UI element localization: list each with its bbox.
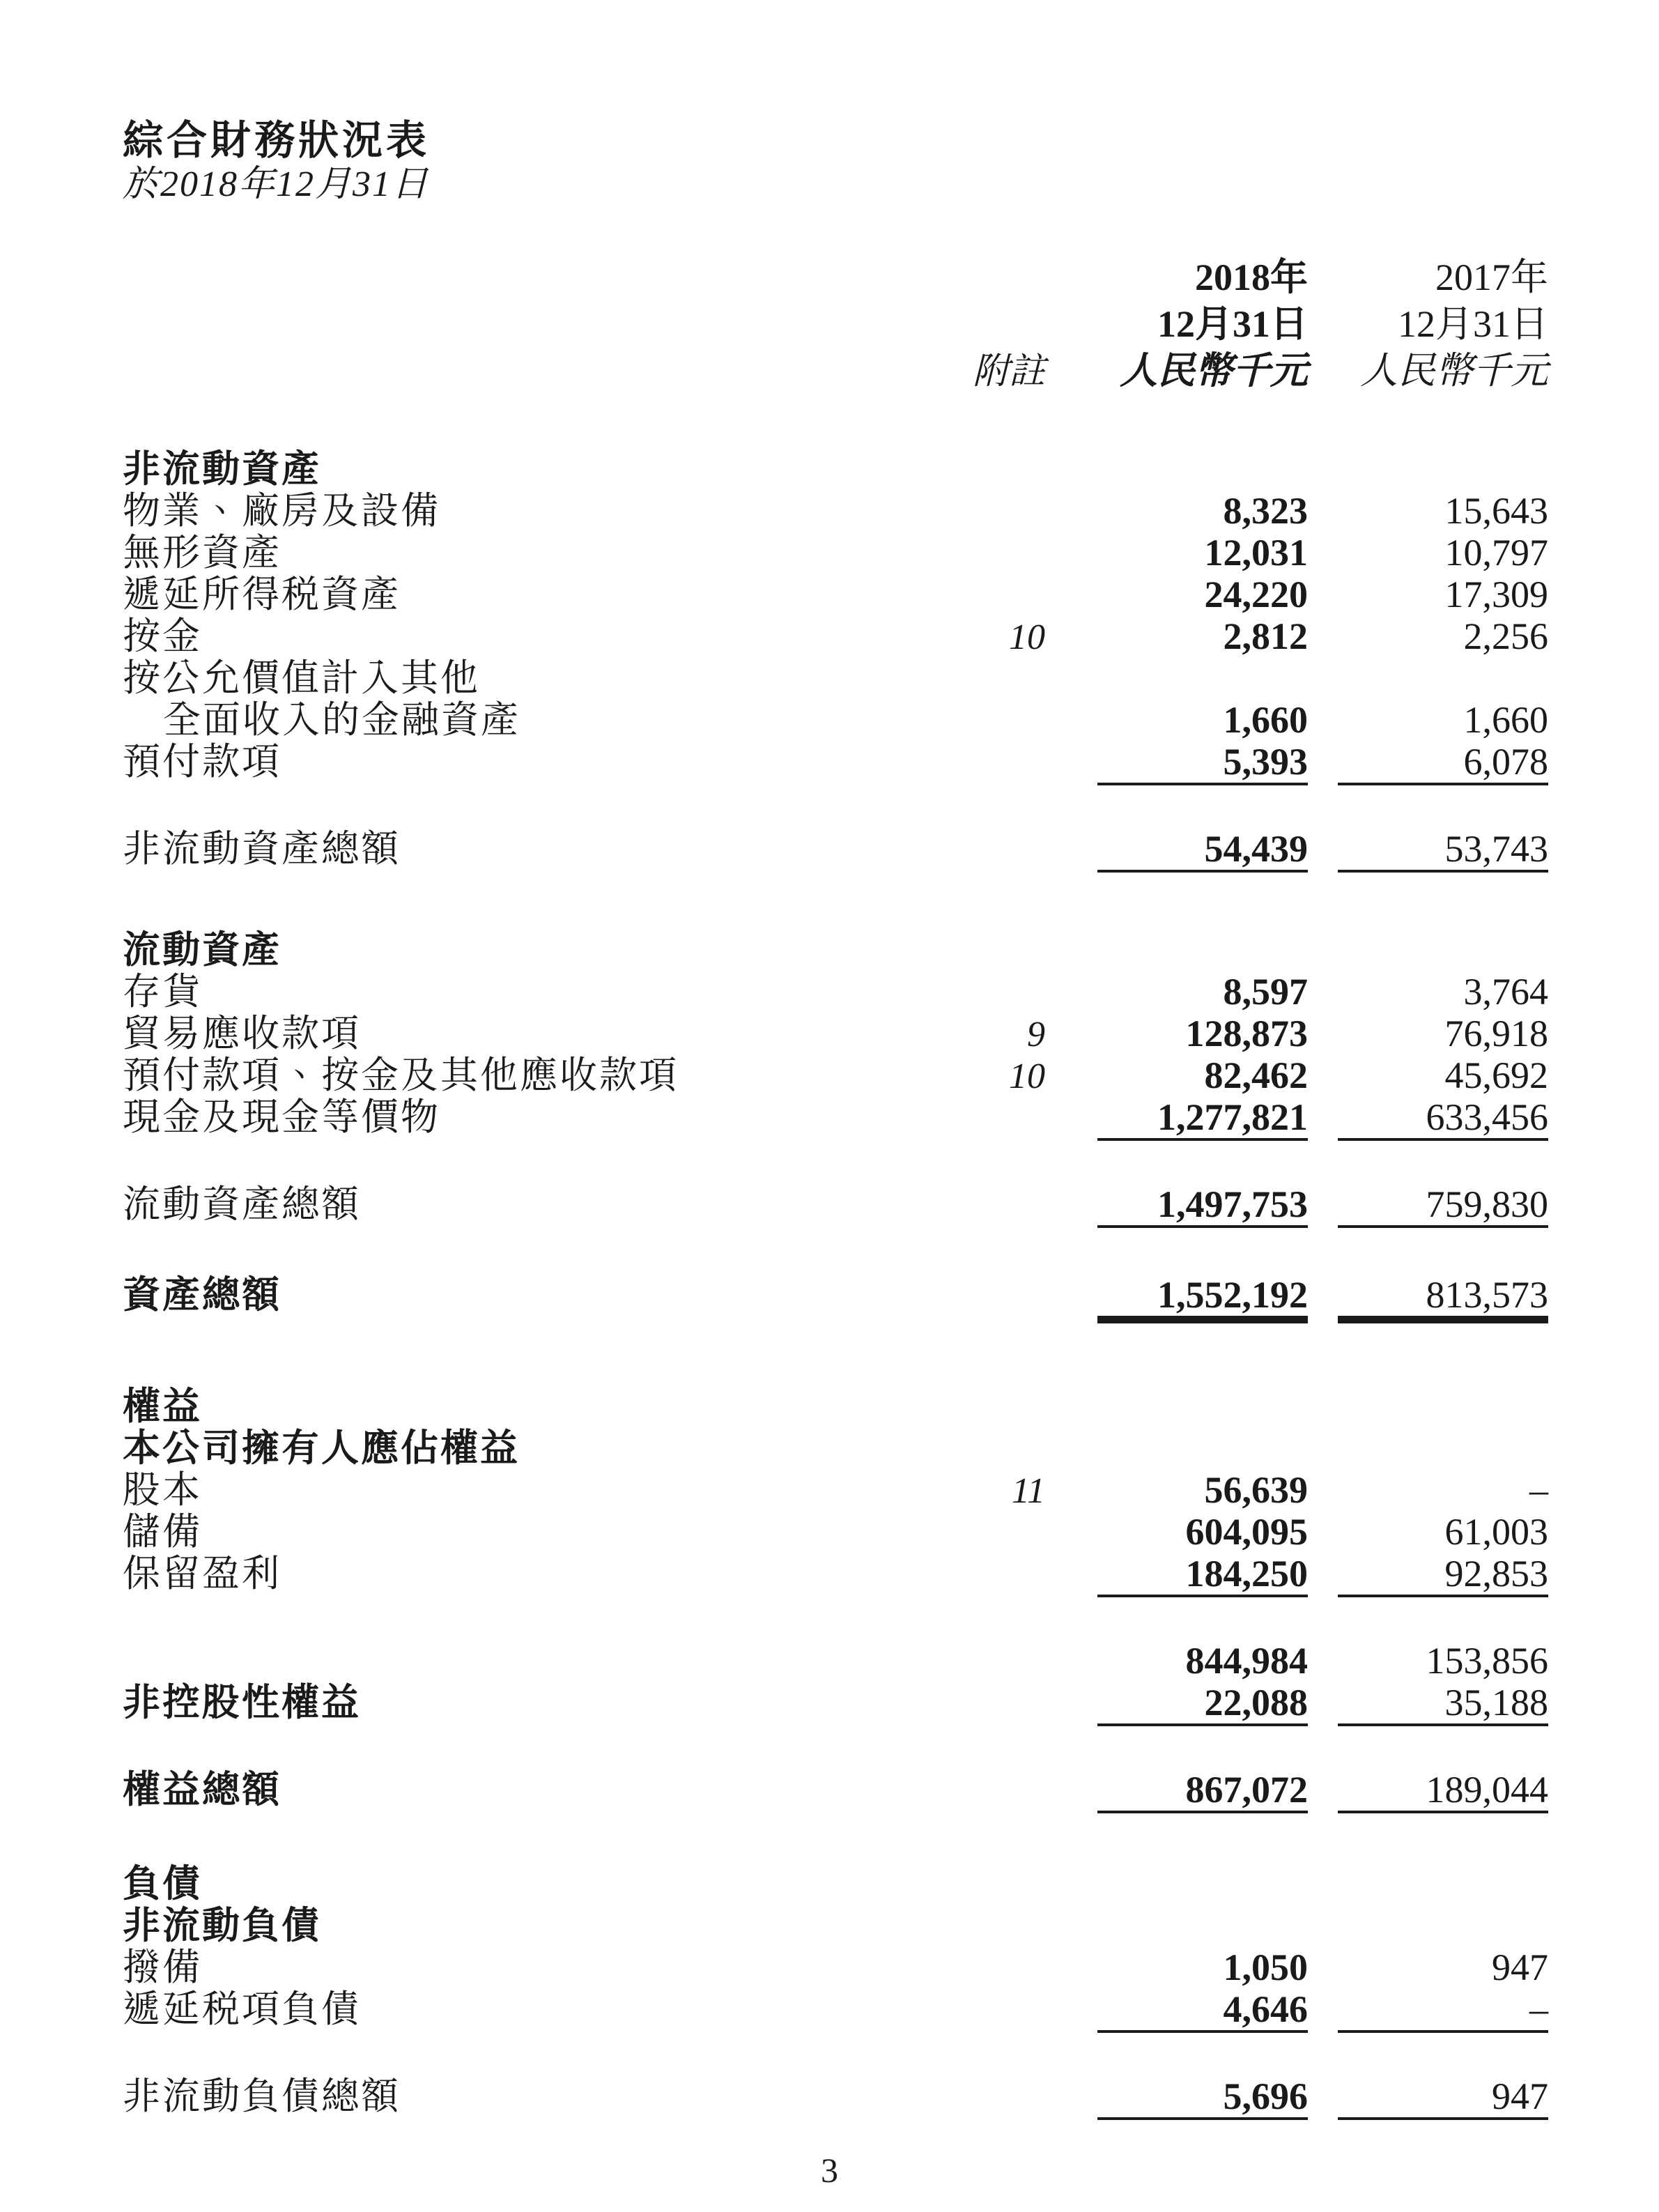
row-label: 非流動負債總額 — [123, 2075, 401, 2117]
row-value-2017: 6,078 — [1338, 741, 1548, 785]
header-unit-row — [123, 348, 1548, 394]
row-label: 遞延所得税資產 — [123, 574, 401, 615]
row-value-2018: 1,552,192 — [1097, 1274, 1308, 1323]
page-title: 綜合財務狀況表 — [123, 118, 431, 163]
table-row — [123, 1988, 1548, 2030]
table-row — [123, 574, 1548, 615]
row-value-2018: 4,646 — [1097, 1988, 1308, 2033]
header-date-row — [123, 301, 1548, 348]
table-row — [123, 1385, 1548, 1427]
row-value-2018: 5,393 — [1097, 741, 1308, 785]
row-label: 資產總額 — [123, 1274, 281, 1316]
row-value-2018: 5,696 — [1097, 2075, 1308, 2120]
page-number: 3 — [821, 2151, 838, 2190]
row-value-2018: 56,639 — [1204, 1469, 1308, 1511]
table-row — [123, 1640, 1548, 1682]
row-value-2017: 633,456 — [1338, 1096, 1548, 1141]
row-value-2017: – — [1338, 1988, 1548, 2033]
row-value-2017: 3,764 — [1463, 971, 1548, 1013]
table-row — [123, 1863, 1548, 1905]
table-row — [123, 1183, 1548, 1225]
row-value-2017: 153,856 — [1426, 1640, 1548, 1682]
table-header — [123, 254, 1548, 394]
row-note: 9 — [1027, 1015, 1045, 1054]
row-value-2018: 1,050 — [1223, 1946, 1308, 1988]
row-value-2017: 2,256 — [1463, 615, 1548, 657]
row-label: 保留盈利 — [123, 1553, 281, 1595]
table-row — [123, 1553, 1548, 1595]
row-value-2017: 813,573 — [1338, 1274, 1548, 1323]
row-value-2018: 1,660 — [1223, 699, 1308, 741]
row-label: 本公司擁有人應佔權益 — [123, 1427, 520, 1469]
row-label: 遞延税項負債 — [123, 1988, 361, 2030]
row-note: 10 — [1009, 1057, 1045, 1096]
table-row — [123, 1469, 1548, 1511]
row-label: 現金及現金等價物 — [123, 1096, 440, 1138]
row-value-2017: 1,660 — [1463, 699, 1548, 741]
table-row — [123, 1511, 1548, 1553]
row-value-2018: 12,031 — [1204, 532, 1308, 574]
header-unit-2018: 人民幣千元 — [1120, 350, 1308, 392]
statement-content — [123, 118, 1548, 2117]
table-row — [123, 929, 1548, 971]
row-value-2018: 2,812 — [1223, 615, 1308, 657]
row-value-2018: 8,323 — [1223, 490, 1308, 532]
page-subtitle-date: 於2018年12月31日 — [123, 164, 430, 204]
table-row — [123, 828, 1548, 870]
row-label: 按公允價值計入其他 — [123, 657, 480, 699]
row-label: 權益總額 — [123, 1769, 281, 1811]
row-label: 預付款項、按金及其他應收款項 — [123, 1054, 679, 1096]
table-row — [123, 971, 1548, 1013]
row-label: 非流動負債 — [123, 1905, 321, 1946]
row-value-2017: 45,692 — [1444, 1054, 1548, 1096]
row-value-2018: 8,597 — [1223, 971, 1308, 1013]
statement-table — [123, 448, 1548, 2117]
table-row — [123, 657, 1548, 699]
table-row — [123, 448, 1548, 490]
row-label: 非控股性權益 — [123, 1682, 361, 1723]
header-year-2018: 2018年 — [1195, 256, 1308, 298]
row-label: 權益 — [123, 1385, 202, 1427]
row-label: 存貨 — [123, 971, 202, 1013]
table-row — [123, 699, 1548, 741]
row-value-2017: – — [1529, 1469, 1548, 1511]
row-value-2017: 15,643 — [1444, 490, 1548, 532]
row-label: 物業、廠房及設備 — [123, 490, 440, 532]
row-note: 11 — [1011, 1471, 1045, 1511]
table-row — [123, 741, 1548, 783]
row-value-2018: 604,095 — [1185, 1511, 1308, 1553]
row-label: 股本 — [123, 1469, 202, 1511]
row-label: 非流動資產總額 — [123, 828, 401, 870]
row-value-2018: 128,873 — [1185, 1013, 1308, 1054]
row-label: 無形資產 — [123, 532, 281, 574]
row-value-2018: 82,462 — [1204, 1054, 1308, 1096]
row-note: 10 — [1009, 617, 1045, 657]
table-row — [123, 1096, 1548, 1138]
row-label: 負債 — [123, 1863, 202, 1905]
table-row — [123, 1769, 1548, 1811]
row-value-2017: 35,188 — [1338, 1682, 1548, 1726]
table-row — [123, 532, 1548, 574]
header-date-2018: 12月31日 — [1157, 303, 1308, 345]
header-unit-2017: 人民幣千元 — [1360, 350, 1548, 392]
table-row — [123, 1274, 1548, 1316]
row-label: 撥備 — [123, 1946, 202, 1988]
table-row — [123, 1682, 1548, 1723]
row-value-2018: 22,088 — [1097, 1682, 1308, 1726]
row-value-2018: 867,072 — [1097, 1769, 1308, 1813]
row-value-2017: 759,830 — [1338, 1183, 1548, 1228]
table-row — [123, 1013, 1548, 1054]
row-value-2018: 1,277,821 — [1097, 1096, 1308, 1141]
table-row — [123, 2075, 1548, 2117]
table-row — [123, 1427, 1548, 1469]
header-year-row — [123, 254, 1548, 301]
row-label: 貿易應收款項 — [123, 1013, 361, 1054]
row-value-2018: 54,439 — [1097, 828, 1308, 873]
row-value-2018: 1,497,753 — [1097, 1183, 1308, 1228]
row-value-2018: 24,220 — [1204, 574, 1308, 615]
row-value-2018: 184,250 — [1097, 1553, 1308, 1597]
header-date-2017: 12月31日 — [1398, 303, 1548, 345]
header-year-2017: 2017年 — [1435, 256, 1548, 298]
table-row — [123, 1946, 1548, 1988]
row-label: 全面收入的金融資產 — [163, 699, 520, 741]
row-label: 按金 — [123, 615, 202, 657]
row-label: 預付款項 — [123, 741, 281, 783]
row-value-2017: 61,003 — [1444, 1511, 1548, 1553]
row-value-2017: 10,797 — [1444, 532, 1548, 574]
row-value-2018: 844,984 — [1185, 1640, 1308, 1682]
row-label: 流動資產總額 — [123, 1183, 361, 1225]
row-label: 非流動資產 — [123, 448, 321, 490]
table-row — [123, 490, 1548, 532]
row-value-2017: 17,309 — [1444, 574, 1548, 615]
header-note-label: 附註 — [972, 352, 1045, 392]
row-value-2017: 189,044 — [1338, 1769, 1548, 1813]
row-label: 儲備 — [123, 1511, 202, 1553]
row-label: 流動資產 — [123, 929, 281, 971]
table-row — [123, 1054, 1548, 1096]
row-value-2017: 947 — [1338, 2075, 1548, 2120]
row-value-2017: 76,918 — [1444, 1013, 1548, 1054]
table-row — [123, 615, 1548, 657]
table-row — [123, 1905, 1548, 1946]
row-value-2017: 53,743 — [1338, 828, 1548, 873]
row-value-2017: 92,853 — [1338, 1553, 1548, 1597]
row-value-2017: 947 — [1492, 1946, 1548, 1988]
